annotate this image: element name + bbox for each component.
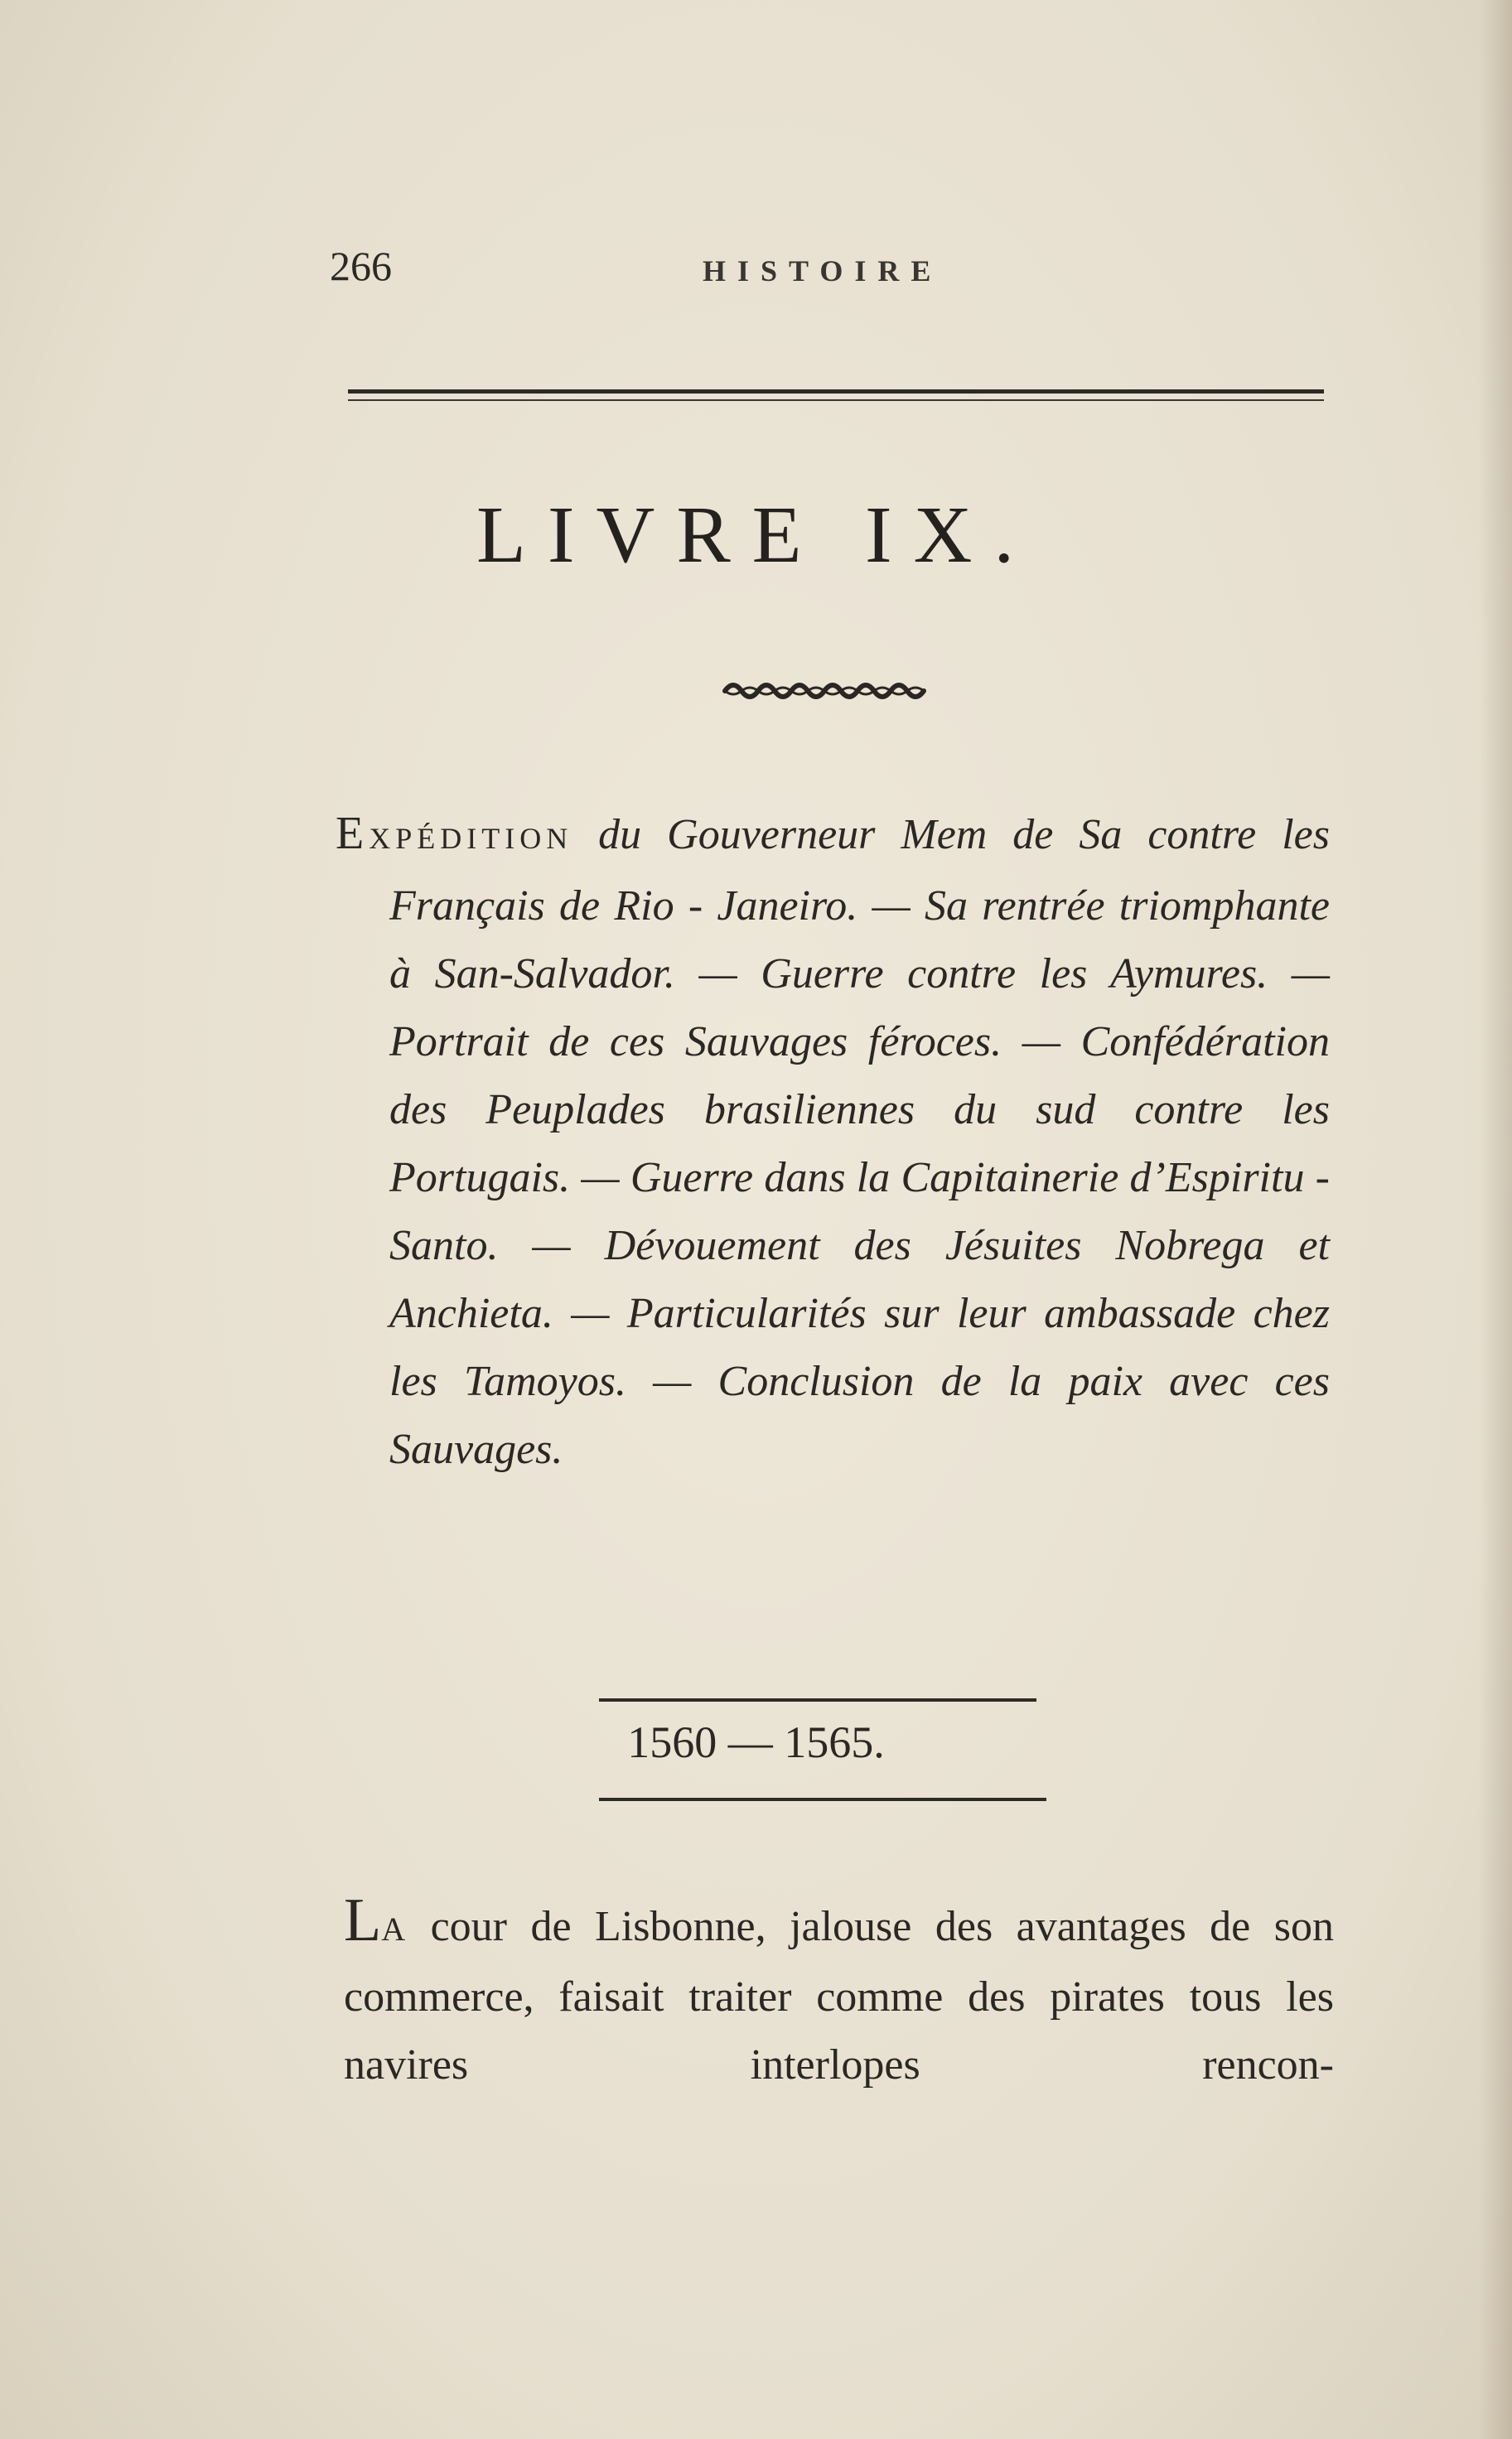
small-caps: A: [381, 1910, 408, 1948]
ornament-flourish-icon: [721, 678, 936, 703]
page-number: 266: [330, 243, 392, 289]
running-title: HISTOIRE: [703, 254, 943, 287]
book-title: LIVRE IX.: [476, 490, 1036, 580]
double-rule: [348, 389, 1324, 401]
date-rule-bottom: [599, 1798, 1046, 1801]
running-head: [330, 242, 1328, 292]
body-paragraph: [344, 1886, 1334, 2099]
page-edge-shadow: [1479, 0, 1512, 2439]
summary-lead-word: EXPÉDITION: [336, 808, 573, 859]
date-range: 1560 — 1565.: [627, 1717, 885, 1767]
drop-cap: L: [344, 1886, 382, 1954]
chapter-summary: [336, 799, 1330, 1484]
date-rule-top: [599, 1698, 1036, 1702]
body-text: cour de Lisbonne, jalouse des avantages de son commerce, faisait traiter comme des pirates tous les navires interlopes rencon-: [344, 1903, 1334, 2089]
summary-text: du Gouverneur Mem de Sa contre les Français de Rio - Janeiro. — Sa rentrée triomphante à San-Salvador. — Guerre contre les Aymures. — Portrait de ces Sauvages féroces. — Confédération des Peuplades brasiliennes du sud contre les Portugais. — Guerre dans la Capitainerie d’Espiritu - Santo. — Dévouement des Jésuites Nobrega et Anchieta. — Particularités sur leur ambassade chez les Tamoyos. — Conclusion de la paix avec ces Sauvages.: [389, 811, 1330, 1473]
